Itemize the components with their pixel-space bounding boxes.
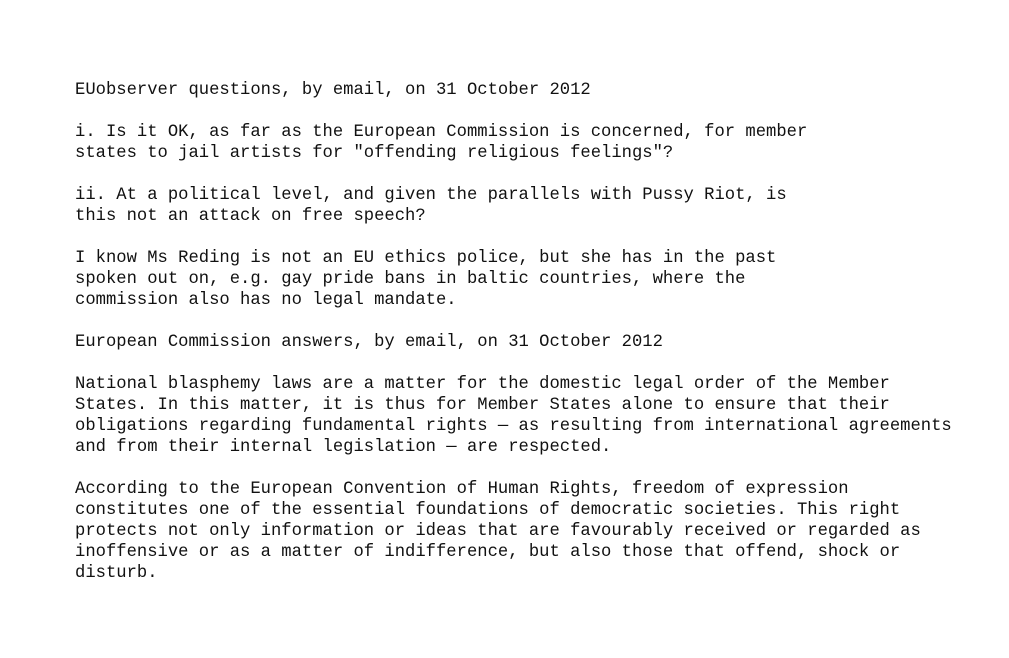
answer-one bbox=[75, 374, 995, 458]
text-line: States. In this matter, it is thus for Member States alone to ensure that their bbox=[75, 396, 890, 415]
text-line: ii. At a political level, and given the parallels with Pussy Riot, is bbox=[75, 186, 787, 205]
text-line: i. Is it OK, as far as the European Commission is concerned, for member bbox=[75, 123, 808, 142]
text-line: this not an attack on free speech? bbox=[75, 207, 426, 226]
text-line: According to the European Convention of Human Rights, freedom of expression bbox=[75, 480, 849, 499]
question-two bbox=[75, 185, 995, 227]
text-line: spoken out on, e.g. gay pride bans in baltic countries, where the bbox=[75, 270, 746, 289]
text-line: inoffensive or as a matter of indifference, but also those that offend, shock or bbox=[75, 543, 901, 562]
text-line: protects not only information or ideas that are favourably received or regarded as bbox=[75, 522, 921, 541]
text-line: disturb. bbox=[75, 564, 158, 583]
text-line: I know Ms Reding is not an EU ethics police, but she has in the past bbox=[75, 249, 777, 268]
question-context bbox=[75, 248, 995, 311]
text-line: and from their internal legislation — are respected. bbox=[75, 438, 612, 457]
text-line: National blasphemy laws are a matter for the domestic legal order of the Member bbox=[75, 375, 890, 394]
question-one bbox=[75, 122, 995, 164]
text-line: European Commission answers, by email, on 31 October 2012 bbox=[75, 333, 663, 352]
questions-heading bbox=[75, 80, 995, 101]
text-line: obligations regarding fundamental rights — as resulting from international agreements bbox=[75, 417, 952, 436]
text-line: EUobserver questions, by email, on 31 October 2012 bbox=[75, 81, 591, 100]
text-line: constitutes one of the essential foundations of democratic societies. This right bbox=[75, 501, 901, 520]
text-line: commission also has no legal mandate. bbox=[75, 291, 457, 310]
answer-two bbox=[75, 479, 995, 584]
document-body bbox=[75, 80, 995, 605]
text-line: states to jail artists for "offending religious feelings"? bbox=[75, 144, 674, 163]
answers-heading bbox=[75, 332, 995, 353]
